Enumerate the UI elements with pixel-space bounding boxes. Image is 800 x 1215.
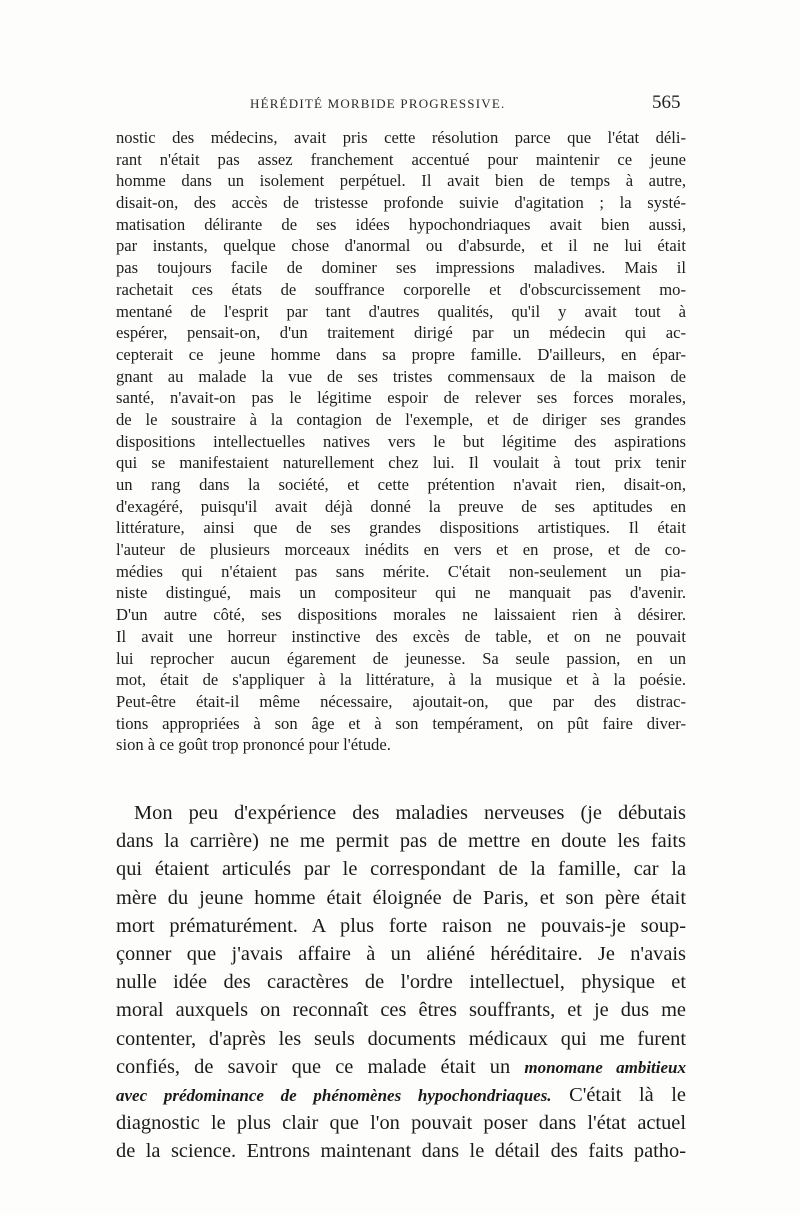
text-line: sion à ce goût trop prononcé pour l'étude. [116, 735, 391, 755]
italic-diagnosis-text: monomane ambitieux [524, 1057, 686, 1077]
text-line: tions appropriées à son âge et à son tempérament, on pût faire diver- [116, 713, 686, 733]
main-text-paragraph [116, 799, 686, 1165]
text-line: qui se manifestaient naturellement chez lui. Il voulait à tout prix tenir [116, 453, 686, 473]
text-line: médies qui n'étaient pas sans mérite. C'était non-seulement un pia- [116, 561, 686, 581]
text-line: matisation délirante de ses idées hypochondriaques avait bien aussi, [116, 214, 686, 234]
text-line: Peut-être était-il même nécessaire, ajoutait-on, que par des distrac- [116, 691, 686, 711]
text-line: nostic des médecins, avait pris cette résolution parce que l'état déli- [116, 128, 686, 147]
text-line: Mon peu d'expérience des maladies nerveuses (je débutais [134, 802, 686, 824]
text-line: un rang dans la société, et cette prétention n'avait rien, disait-on, [116, 475, 686, 494]
text-line [116, 1053, 686, 1081]
page-number: 565 [652, 92, 681, 113]
text-line: l'auteur de plusieurs morceaux inédits en vers et en prose, et de co- [116, 540, 686, 560]
text-line: de le soustraire à la contagion de l'exemple, et de diriger ses grandes [116, 409, 686, 429]
text-line: D'un autre côté, ses dispositions morales ne laissaient rien à désirer. [116, 605, 686, 625]
text-line: rant n'était pas assez franchement accentué pour maintenir ce jeune [116, 149, 686, 169]
text-line: Il avait une horreur instinctive des excès de table, et on ne pouvait [116, 626, 686, 646]
text-line: homme dans un isolement perpétuel. Il avait bien de temps à autre, [116, 171, 686, 191]
text-line: mort prématurément. A plus forte raison ne pouvais-je soup- [116, 914, 686, 937]
text-run: confiés, de savoir que ce malade était un [116, 1055, 525, 1078]
text-line [116, 1081, 686, 1109]
text-line: nulle idée des caractères de l'ordre intellectuel, physique et [116, 971, 686, 994]
quoted-correspondence-paragraph [116, 127, 686, 756]
text-line: de la science. Entrons maintenant dans le détail des faits patho- [116, 1140, 686, 1163]
text-line: diagnostic le plus clair que l'on pouvait poser dans l'état actuel [116, 1112, 686, 1135]
text-line: contenter, d'après les seuls documents médicaux qui me furent [116, 1027, 686, 1050]
text-line: d'exagéré, puisqu'il avait déjà donné la preuve de ses aptitudes en [116, 496, 686, 516]
text-line: lui reprocher aucun égarement de jeunesse. Sa seule passion, en un [116, 648, 686, 668]
text-line: mère du jeune homme était éloignée de Paris, et son père était [116, 886, 686, 909]
text-line: mot, était de s'appliquer à la littérature, à la musique et à la poésie. [116, 670, 686, 690]
text-line: dispositions intellectuelles natives vers le but légitime des aspirations [116, 431, 686, 451]
running-head-title: HÉRÉDITÉ MORBIDE PROGRESSIVE. [250, 96, 506, 111]
text-run: C'était là le [551, 1083, 686, 1106]
text-line: qui étaient articulés par le correspondant de la famille, car la [116, 858, 686, 881]
text-line: espérer, pensait-on, d'un traitement dirigé par un médecin qui ac- [116, 323, 686, 343]
text-line: moral auxquels on reconnaît ces êtres souffrants, et je dus me [116, 999, 686, 1022]
text-line: dans la carrière) ne me permit pas de mettre en doute les faits [116, 830, 686, 853]
text-line: par instants, quelque chose d'anormal ou d'absurde, et il ne lui était [116, 236, 686, 256]
text-line: niste distingué, mais un compositeur qui ne manquait pas d'avenir. [116, 583, 686, 603]
text-line: santé, n'avait-on pas le légitime espoir de relever ses forces morales, [116, 388, 686, 408]
text-line: rachetait ces états de souffrance corporelle et d'obscurcissement mo- [116, 279, 686, 299]
text-line: cepterait ce jeune homme dans sa propre famille. D'ailleurs, en épar- [116, 344, 686, 364]
italic-diagnosis-text: avec prédominance de phénomènes hypochondriaques. [116, 1085, 552, 1105]
text-line: littérature, ainsi que de ses grandes dispositions artistiques. Il était [116, 518, 686, 538]
text-line: pas toujours facile de dominer ses impressions maladives. Mais il [116, 258, 686, 278]
text-line: çonner que j'avais affaire à un aliéné héréditaire. Je n'avais [116, 942, 686, 965]
text-line: mentané de l'esprit par tant d'autres qualités, qu'il y avait tout à [116, 301, 686, 321]
text-line: disait-on, des accès de tristesse profonde suivie d'agitation ; la systé- [116, 193, 686, 213]
text-line: gnant au malade la vue de ses tristes commensaux de la maison de [116, 366, 686, 386]
